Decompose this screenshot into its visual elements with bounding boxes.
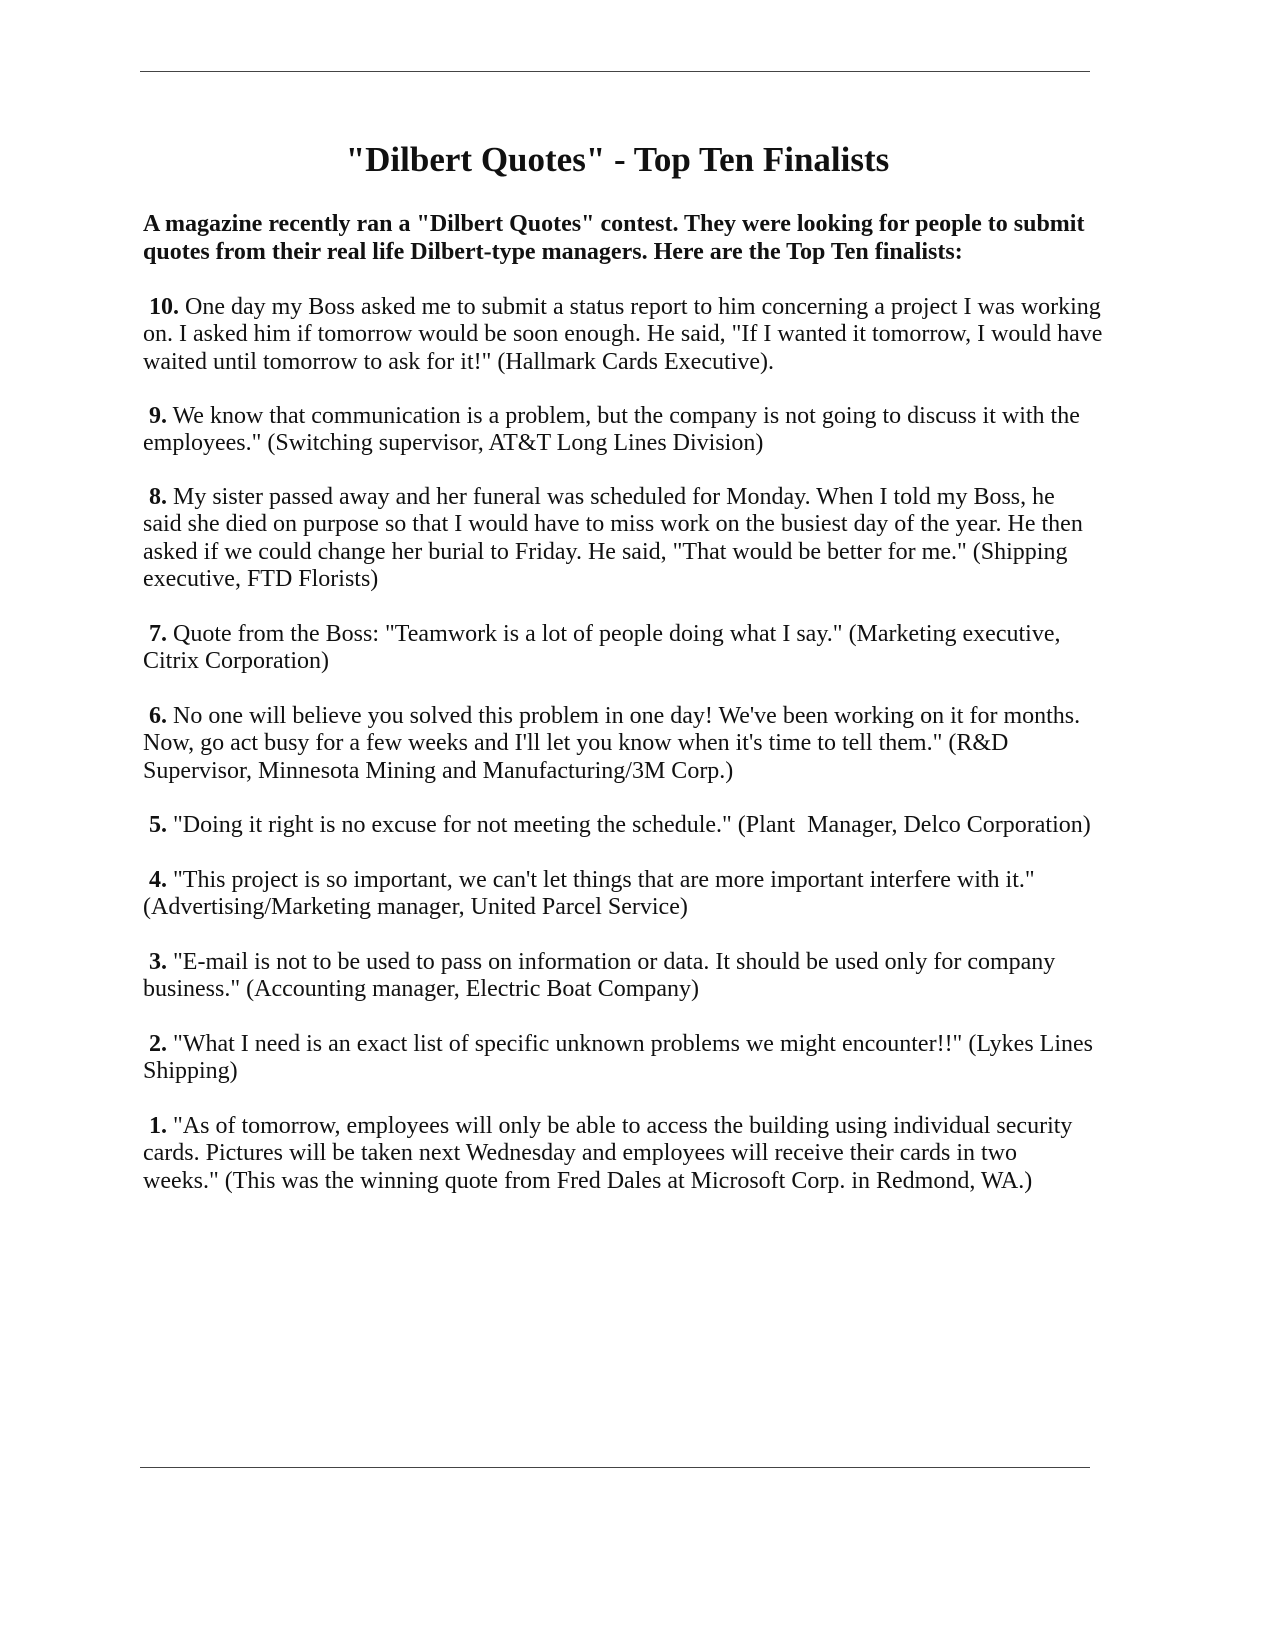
quote-number: 4.: [149, 867, 167, 893]
quote-line: Citrix Corporation): [143, 648, 329, 675]
page-title: "Dilbert Quotes" - Top Ten Finalists: [345, 140, 890, 179]
quote-line: cards. Pictures will be taken next Wednesday and employees will receive their cards in two: [143, 1140, 1018, 1167]
quote-number: 5.: [149, 812, 167, 838]
quote-line: Supervisor, Minnesota Mining and Manufacturing/3M Corp.): [143, 757, 734, 784]
top-rule: [140, 71, 1090, 72]
quote-item: [143, 1031, 1093, 1086]
quote-line: [143, 294, 1102, 321]
quote-text: "What I need is an exact list of specific unknown problems we might encounter!!" (Lykes Lines: [167, 1031, 1093, 1057]
quote-text: No one will believe you solved this problem in one day! We've been working on it for months.: [167, 703, 1081, 729]
quote-line: [143, 1031, 1093, 1058]
quote-line: [143, 812, 1091, 839]
quote-text: Quote from the Boss: "Teamwork is a lot of people doing what I say." (Marketing executive,: [167, 621, 1061, 647]
quote-line: [143, 403, 1080, 430]
quote-line: asked if we could change her burial to Friday. He said, "That would be better for me." (Shipping: [143, 538, 1068, 565]
bottom-rule: [140, 1467, 1090, 1468]
quote-text: One day my Boss asked me to submit a status report to him concerning a project I was working: [179, 294, 1101, 320]
quote-line: Shipping): [143, 1058, 238, 1085]
quote-item: [143, 294, 1102, 376]
quote-line: [143, 867, 1035, 894]
quote-text: "E-mail is not to be used to pass on information or data. It should be used only for company: [167, 949, 1056, 975]
quote-line: [143, 703, 1080, 730]
quote-text: My sister passed away and her funeral was scheduled for Monday. When I told my Boss, he: [167, 484, 1055, 510]
quote-number: 7.: [149, 621, 167, 647]
quote-line: employees." (Switching supervisor, AT&T Long Lines Division): [143, 430, 764, 457]
quote-text: "As of tomorrow, employees will only be able to access the building using individual security: [167, 1113, 1073, 1139]
quote-line: business." (Accounting manager, Electric Boat Company): [143, 976, 700, 1003]
quote-item: [143, 812, 1091, 839]
quote-number: 2.: [149, 1031, 167, 1057]
quote-number: 1.: [149, 1113, 167, 1139]
quote-line: [143, 949, 1055, 976]
quote-line: (Advertising/Marketing manager, United Parcel Service): [143, 894, 688, 921]
quote-item: [143, 703, 1080, 785]
quote-line: weeks." (This was the winning quote from Fred Dales at Microsoft Corp. in Redmond, WA.): [143, 1167, 1033, 1194]
quote-item: [143, 484, 1083, 593]
quote-item: [143, 949, 1055, 1004]
intro-line: A magazine recently ran a "Dilbert Quotes" contest. They were looking for people to submit: [143, 211, 1085, 237]
quote-line: said she died on purpose so that I would have to miss work on the busiest day of the year. He then: [143, 511, 1083, 538]
quote-item: [143, 403, 1080, 458]
quote-item: [143, 621, 1060, 676]
quote-number: 9.: [149, 403, 167, 429]
intro-paragraph: [143, 211, 1084, 266]
quote-line: on. I asked him if tomorrow would be soon enough. He said, "If I wanted it tomorrow, I would have: [143, 321, 1103, 348]
quote-number: 10.: [149, 294, 179, 320]
intro-line: quotes from their real life Dilbert-type managers. Here are the Top Ten finalists:: [143, 238, 963, 265]
quote-line: [143, 484, 1083, 511]
quote-item: [143, 1113, 1072, 1195]
quote-text: "This project is so important, we can't let things that are more important interfere with it.": [167, 867, 1035, 893]
quote-line: executive, FTD Florists): [143, 565, 379, 592]
quote-item: [143, 867, 1035, 922]
quote-line: [143, 621, 1060, 648]
quote-number: 3.: [149, 949, 167, 975]
quote-number: 6.: [149, 703, 167, 729]
quote-text: "Doing it right is no excuse for not meeting the schedule." (Plant Manager, Delco Corporation): [167, 812, 1091, 838]
quote-text: We know that communication is a problem, but the company is not going to discuss it with the: [167, 403, 1080, 429]
quote-line: Now, go act busy for a few weeks and I'll let you know when it's time to tell them." (R&D: [143, 730, 1009, 757]
quote-line: waited until tomorrow to ask for it!" (Hallmark Cards Executive).: [143, 348, 774, 375]
quote-number: 8.: [149, 484, 167, 510]
quote-line: [143, 1113, 1072, 1140]
